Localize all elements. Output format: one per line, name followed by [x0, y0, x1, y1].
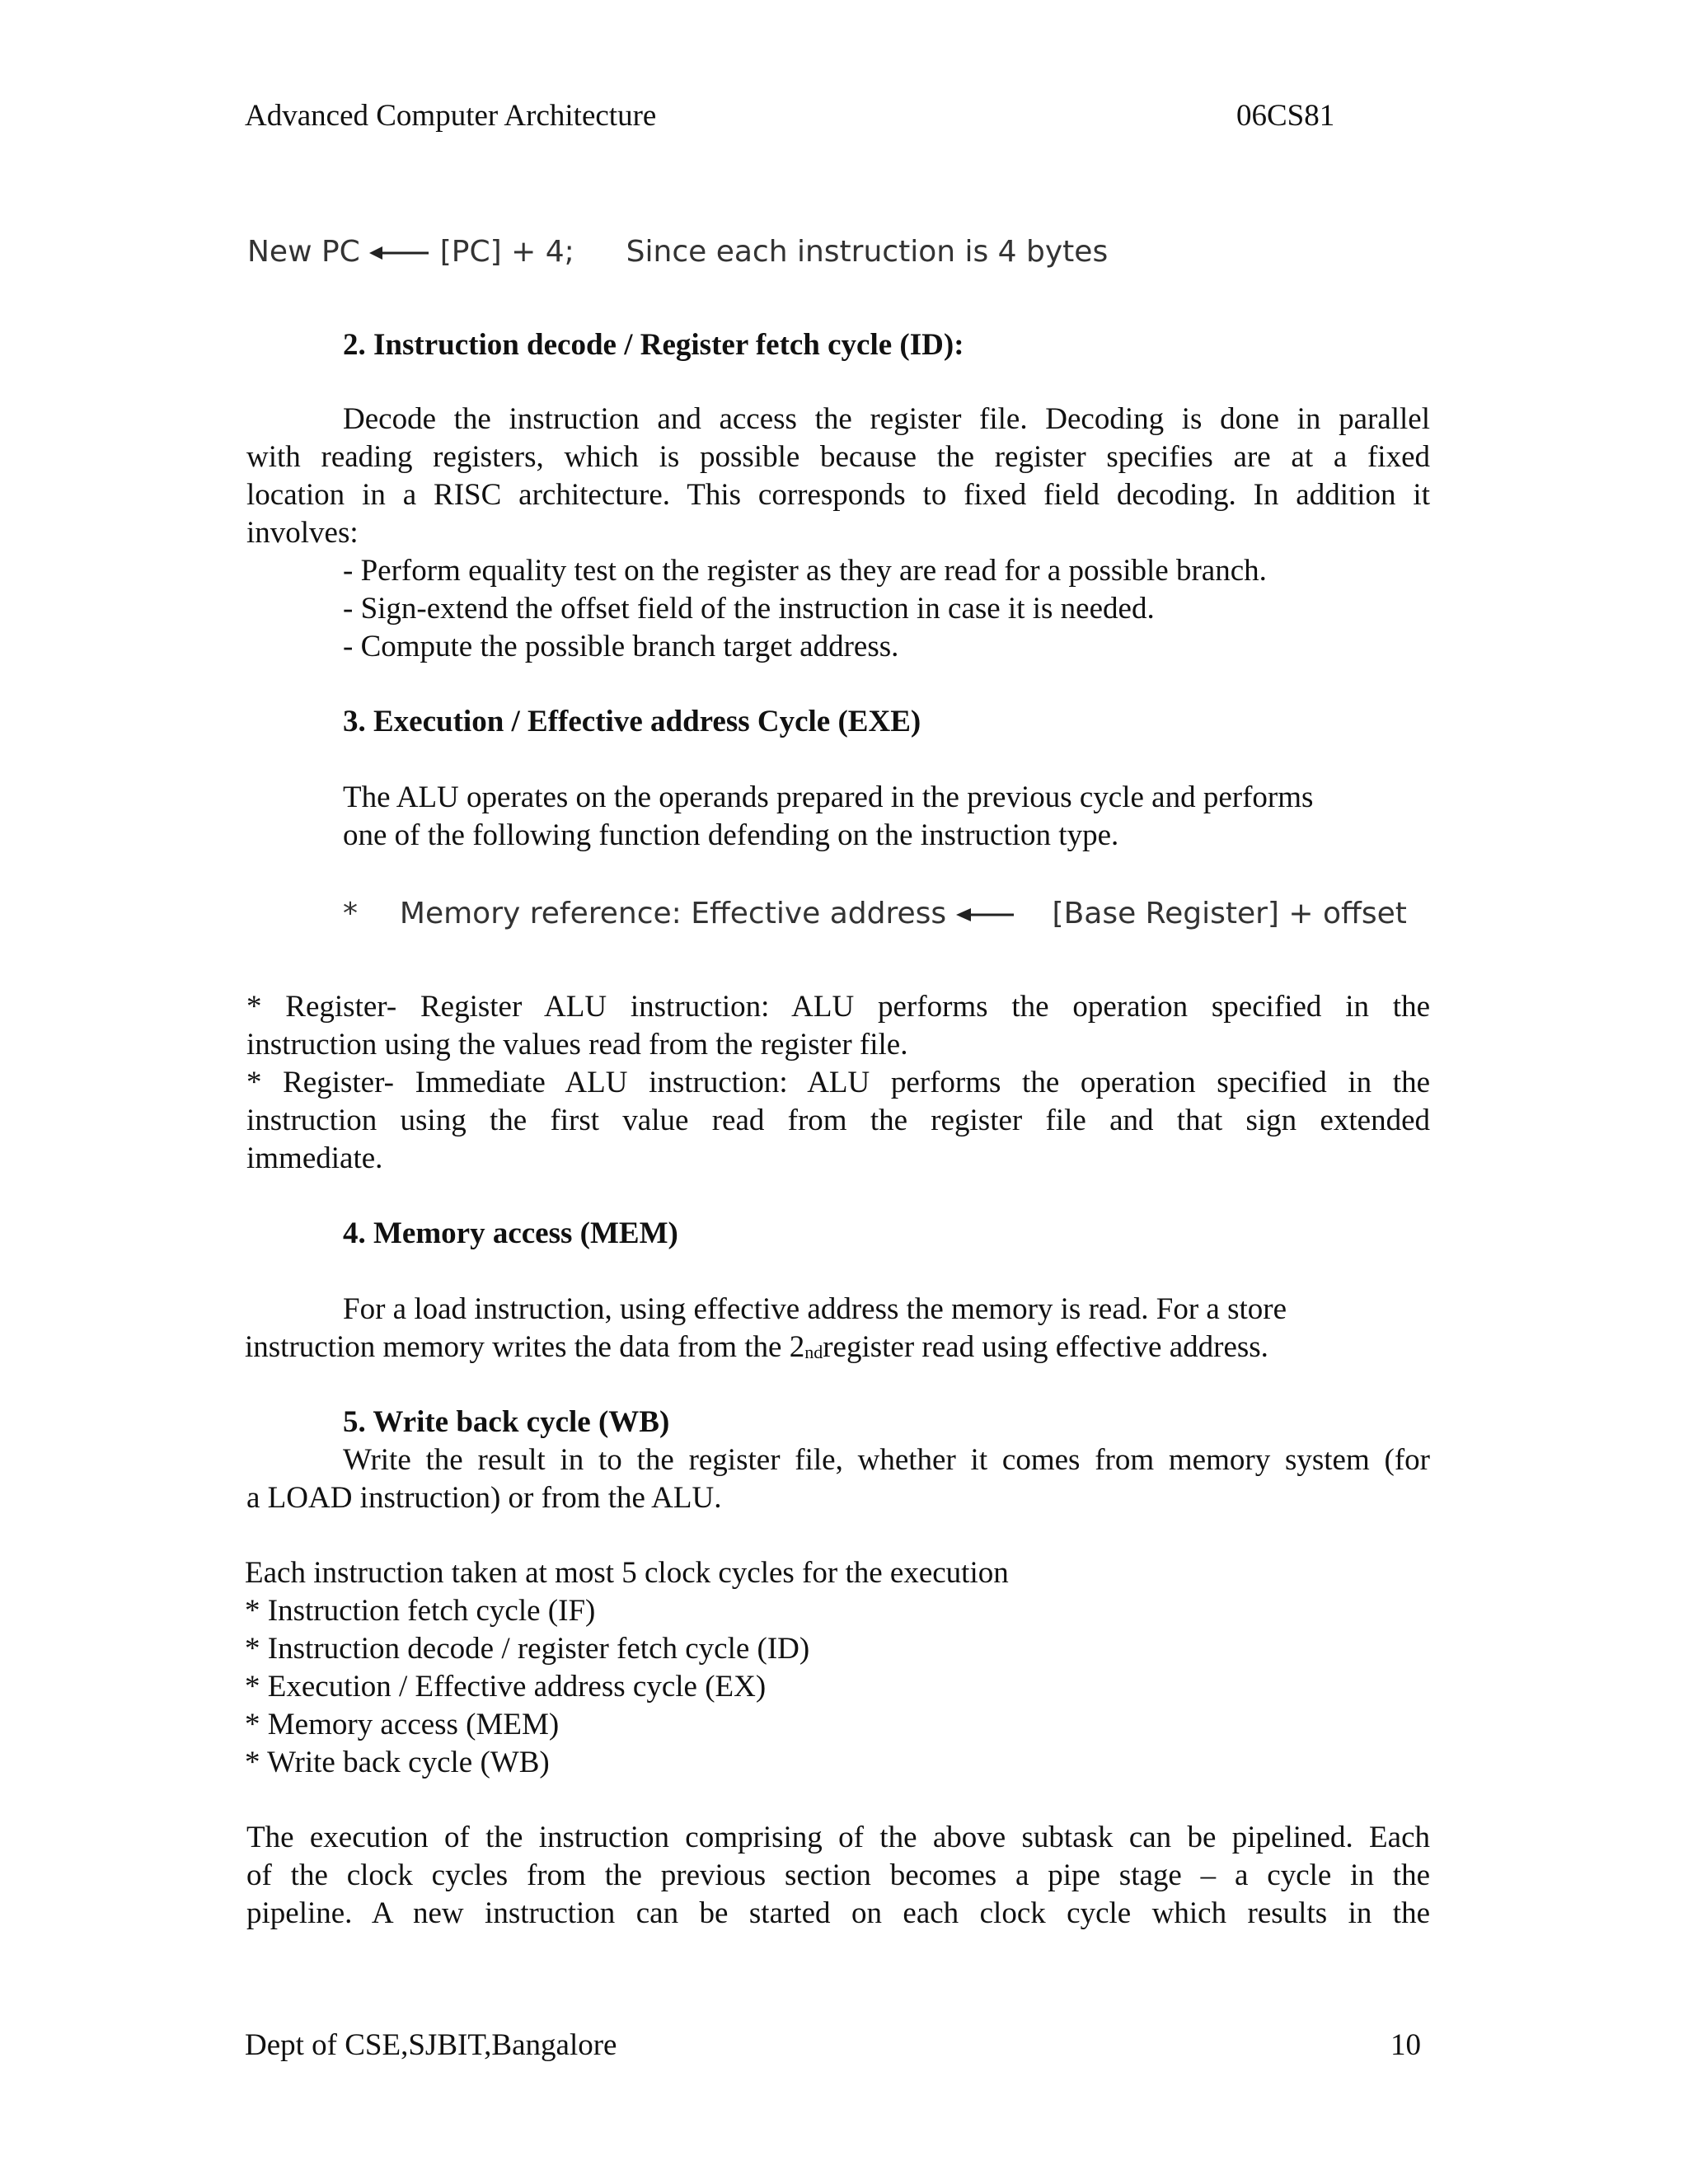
closing-line-1: The execution of the instruction comprising of the above subtask can be pipelined. Each	[246, 1821, 1430, 1854]
header-course-code: 06CS81	[1236, 99, 1335, 133]
memory-reference-formula	[343, 897, 1407, 930]
reg-reg-line-1: * Register- Register ALU instruction: ALU performs the operation specified in the	[246, 990, 1430, 1024]
section2-bullet-2: - Sign-extend the offset field of the instruction in case it is needed.	[343, 592, 1155, 626]
reg-reg-line-2: instruction using the values read from the register file.	[246, 1028, 908, 1062]
header-title: Advanced Computer Architecture	[245, 99, 657, 133]
section2-heading: 2. Instruction decode / Register fetch cycle (ID):	[343, 328, 964, 362]
summary-item-5: * Write back cycle (WB)	[245, 1746, 550, 1779]
section5-heading: 5. Write back cycle (WB)	[343, 1405, 670, 1439]
pc-formula-note: Since each instruction is 4 bytes	[626, 235, 1109, 269]
summary-item-4: * Memory access (MEM)	[245, 1708, 560, 1741]
closing-paragraph	[246, 1819, 1430, 1933]
section2-line-1: Decode the instruction and access the register file. Decoding is done in parallel	[343, 402, 1430, 436]
pc-formula	[247, 235, 1108, 269]
section3-heading: 3. Execution / Effective address Cycle (EXE)	[343, 705, 921, 738]
formula-left: Memory reference: Effective address	[399, 897, 947, 930]
page-number: 10	[1390, 2028, 1421, 2062]
section4-line-1: For a load instruction, using effective address the memory is read. For a store	[343, 1292, 1287, 1326]
section4-line-2	[245, 1329, 1268, 1370]
section2-line-2: with reading registers, which is possible because the register specifies are at a fixed	[246, 440, 1430, 474]
pc-formula-left: New PC	[247, 235, 360, 269]
closing-line-2: of the clock cycles from the previous section becomes a pipe stage – a cycle in the	[246, 1858, 1430, 1892]
pc-formula-right: [PC] + 4;	[439, 235, 574, 269]
summary-item-1: * Instruction fetch cycle (IF)	[245, 1594, 596, 1628]
reg-imm-line-2: instruction using the first value read from the register file and that sign extended	[246, 1104, 1430, 1137]
section5-paragraph	[246, 1441, 1430, 1517]
section4-line-2-start: instruction memory writes the data from the 2	[245, 1330, 805, 1364]
section2-line-4: involves:	[246, 516, 359, 550]
left-arrow-icon	[956, 905, 1022, 925]
closing-line-3: pipeline. A new instruction can be started on each clock cycle which results in the	[246, 1896, 1430, 1930]
formula-right: [Base Register] + offset	[1052, 897, 1407, 930]
footer-department: Dept of CSE,SJBIT,Bangalore	[245, 2028, 617, 2062]
section3-line-1: The ALU operates on the operands prepared in the previous cycle and performs	[343, 780, 1314, 814]
section4-line-2-end: register read using effective address.	[823, 1330, 1268, 1364]
left-arrow-icon	[369, 243, 430, 263]
section4-heading: 4. Memory access (MEM)	[343, 1216, 678, 1250]
reg-imm-paragraph	[246, 1064, 1430, 1178]
summary-item-2: * Instruction decode / register fetch cycle (ID)	[245, 1632, 810, 1666]
section2-line-3: location in a RISC architecture. This corresponds to fixed field decoding. In addition it	[246, 478, 1430, 512]
section5-line-2: a LOAD instruction) or from the ALU.	[246, 1481, 722, 1515]
section5-line-1: Write the result in to the register file, whether it comes from memory system (for	[343, 1443, 1430, 1477]
reg-imm-line-3: immediate.	[246, 1141, 383, 1175]
section3-line-2: one of the following function defending on the instruction type.	[343, 818, 1119, 852]
section2-bullet-1: - Perform equality test on the register as they are read for a possible branch.	[343, 554, 1267, 588]
summary-intro: Each instruction taken at most 5 clock cycles for the execution	[245, 1556, 1009, 1590]
section2-bullet-3: - Compute the possible branch target address.	[343, 630, 899, 663]
summary-item-3: * Execution / Effective address cycle (EX)	[245, 1670, 767, 1704]
formula-star: *	[343, 897, 358, 930]
reg-reg-paragraph	[246, 988, 1430, 1064]
reg-imm-line-1: * Register- Immediate ALU instruction: ALU performs the operation specified in the	[246, 1066, 1430, 1099]
ordinal-suffix: nd	[804, 1342, 823, 1362]
section2-paragraph	[246, 401, 1430, 552]
